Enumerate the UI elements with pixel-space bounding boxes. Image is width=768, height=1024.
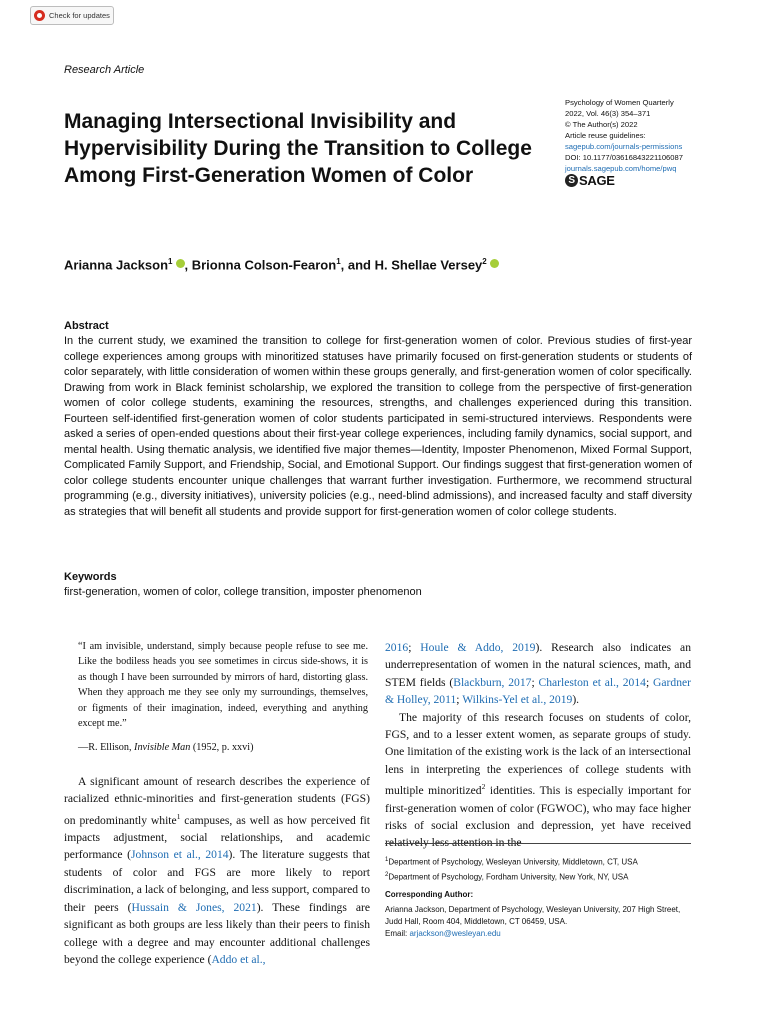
journal-copyright: © The Author(s) 2022 [565, 120, 638, 129]
citation-link[interactable]: Hussain & Jones, 2021 [131, 900, 257, 914]
affiliation-marker: 2 [385, 871, 389, 878]
affiliations [385, 854, 638, 883]
citation-link[interactable]: Johnson et al., 2014 [131, 848, 229, 862]
body-text: ). [572, 693, 580, 707]
body-text: ). Research also indicates an underrepresentation of women in the natural sciences, math, and STEM fields ( [385, 641, 691, 689]
body-text-left [64, 773, 370, 968]
author-list [64, 257, 499, 272]
body-text: A significant amount of research describes the experience of racialized ethnic-minorities and first-generation students (FGS) on predominantly white [64, 775, 370, 827]
article-title: Managing Intersectional Invisibility and Hypervisibility During the Transition to College Among First-Generation Women of Color [64, 110, 532, 187]
paragraph [385, 709, 691, 852]
check-for-updates-badge[interactable] [30, 6, 114, 25]
epigraph-source [78, 742, 253, 753]
citation-link[interactable]: 2016 [385, 641, 409, 654]
citation-link[interactable]: Wilkins-Yel et al., 2019 [462, 693, 573, 707]
email-line [385, 928, 691, 940]
citation-link[interactable]: Charleston et al., 2014 [538, 675, 646, 689]
epigraph-quote: “I am invisible, understand, simply because people refuse to see me. Like the bodiless heads you see sometimes in circus side-shows, it is as though I have been surrounded by mirrors of hard, distorting glass. When they approach me they see only my surroundings, themselves, or figments of their imagination, indeed, everything and anything except me.” [78, 641, 368, 730]
citation-link[interactable]: Blackburn, 2017 [453, 675, 532, 689]
article-type: Research Article [64, 64, 145, 76]
affiliation-marker: 1 [385, 857, 389, 863]
affiliation-item [385, 869, 638, 884]
publisher-logo [565, 173, 615, 188]
source-prefix: —R. Ellison, [78, 742, 135, 753]
check-for-updates-label: Check for updates [49, 11, 110, 20]
author-name: H. Shellae Versey [374, 257, 483, 273]
permissions-link[interactable]: sagepub.com/journals-permissions [565, 142, 683, 151]
corresponding-author-heading: Corresponding Author: [385, 890, 474, 899]
orcid-icon[interactable] [176, 259, 185, 268]
journal-name: Psychology of Women Quarterly [565, 98, 674, 107]
body-text: ). These findings are significant as both groups are less likely than their peers to finish college with a degree and may encounter additional challenges beyond the college experience ( [64, 900, 370, 966]
email-label: Email: [385, 929, 410, 938]
body-text-right [385, 639, 691, 852]
corresponding-address: Arianna Jackson, Department of Psychology, Wesleyan University, 207 High Street, Judd Hall, Room 404, Middletown, CT 06459, USA. [385, 905, 681, 926]
separator: ; [531, 675, 539, 689]
source-suffix: (1952, p. xxvi) [190, 742, 254, 753]
separator: ; [408, 641, 421, 654]
body-text: identities. This is especially important for first-generation women of color (FGWOC), who may face higher risks of social exclusion and depression, yet have received relatively less attention in the [385, 784, 691, 850]
citation-link[interactable]: Addo et al., [211, 952, 266, 966]
reuse-guidelines: Article reuse guidelines: [565, 131, 646, 140]
separator: , [184, 257, 192, 273]
affiliation-marker: 2 [482, 257, 487, 266]
affiliation-marker: 1 [168, 257, 173, 266]
body-text: ). The literature suggests that students of color and FGS are more likely to report discrimination, a lack of belonging, and less support, compared to their peers ( [64, 848, 371, 914]
publisher-name: SAGE [579, 173, 615, 188]
journal-home-link[interactable]: journals.sagepub.com/home/pwq [565, 164, 677, 173]
footnote-divider [385, 843, 691, 844]
author-name: Brionna Colson-Fearon [191, 257, 337, 273]
corresponding-author [385, 904, 691, 940]
affiliation-marker: 1 [336, 257, 341, 266]
orcid-icon[interactable] [490, 259, 499, 268]
separator: , and [340, 257, 375, 273]
separator: ; [645, 675, 654, 689]
footnote-marker[interactable]: 2 [481, 782, 486, 792]
email-link[interactable]: arjackson@wesleyan.edu [409, 929, 501, 938]
citation-link[interactable]: Gardner & Holley, 2011 [385, 675, 691, 707]
affiliation-text: Department of Psychology, Wesleyan University, Middletown, CT, USA [388, 857, 638, 867]
author-name: Arianna Jackson [64, 257, 169, 273]
crossmark-icon [34, 10, 45, 21]
doi: DOI: 10.1177/03616843221106087 [565, 153, 683, 162]
citation-link[interactable]: Houle & Addo, 2019 [420, 641, 536, 654]
footnote-marker[interactable]: 1 [176, 811, 181, 821]
body-text: The majority of this research focuses on students of color, FGS, and to a lesser extent women, as separate groups of study. One limitation of the existing work is the lack of an intersectional lens in interpreting the experiences of college students with multiple minoritized [385, 710, 691, 798]
abstract-text: In the current study, we examined the transition to college for first-generation women of color. Previous studies of first-year college experiences among groups with minoritized statuses have primarily focused on first-generation students or students of color separately, with little consideration of women within these groups generally, and first-generation women of color specifically. Drawing from work in Black feminist scholarship, we explored the transition to college from the perspective of first-generation women of color college students, examining the resources, strengths, and challenges experienced during this transition. Fourteen self-identified first-generation women of color students participated in semi-structured interviews. Respondents were asked a series of open-ended questions about their first-year college experiences, including family dynamics, social support, and mental health. Using thematic analysis, we identified five major themes—Identity, Imposter Phenomenon, Mixed Formal Support, Complicated Family Support, and Friendship, Social, and Emotional Support. Our findings suggest that first-generation women of color college students encounter unique challenges that warrant further investigation. Furthermore, we recommend structural programming (e.g., diversity initiatives), university policies (e.g., need-blind admissions), and increased faculty and staff diversity as strategies that will benefit all students and provide support for first-generation women of color college students. [64, 335, 692, 518]
separator: ; [456, 693, 463, 707]
paragraph [385, 639, 691, 709]
source-title: Invisible Man [134, 742, 191, 753]
affiliation-item [385, 854, 638, 869]
keywords-heading: Keywords [64, 571, 117, 583]
abstract-heading: Abstract [64, 320, 109, 332]
journal-volume: 2022, Vol. 46(3) 354–371 [565, 109, 651, 118]
affiliation-text: Department of Psychology, Fordham University, New York, NY, USA [388, 872, 629, 882]
keywords-list: first-generation, women of color, college transition, imposter phenomenon [64, 586, 422, 598]
sage-s-icon: S [565, 174, 578, 187]
journal-info [565, 97, 683, 174]
body-text: campuses, as well as how perceived fit impacts adjustment, social relationships, and academic performance ( [64, 813, 370, 862]
